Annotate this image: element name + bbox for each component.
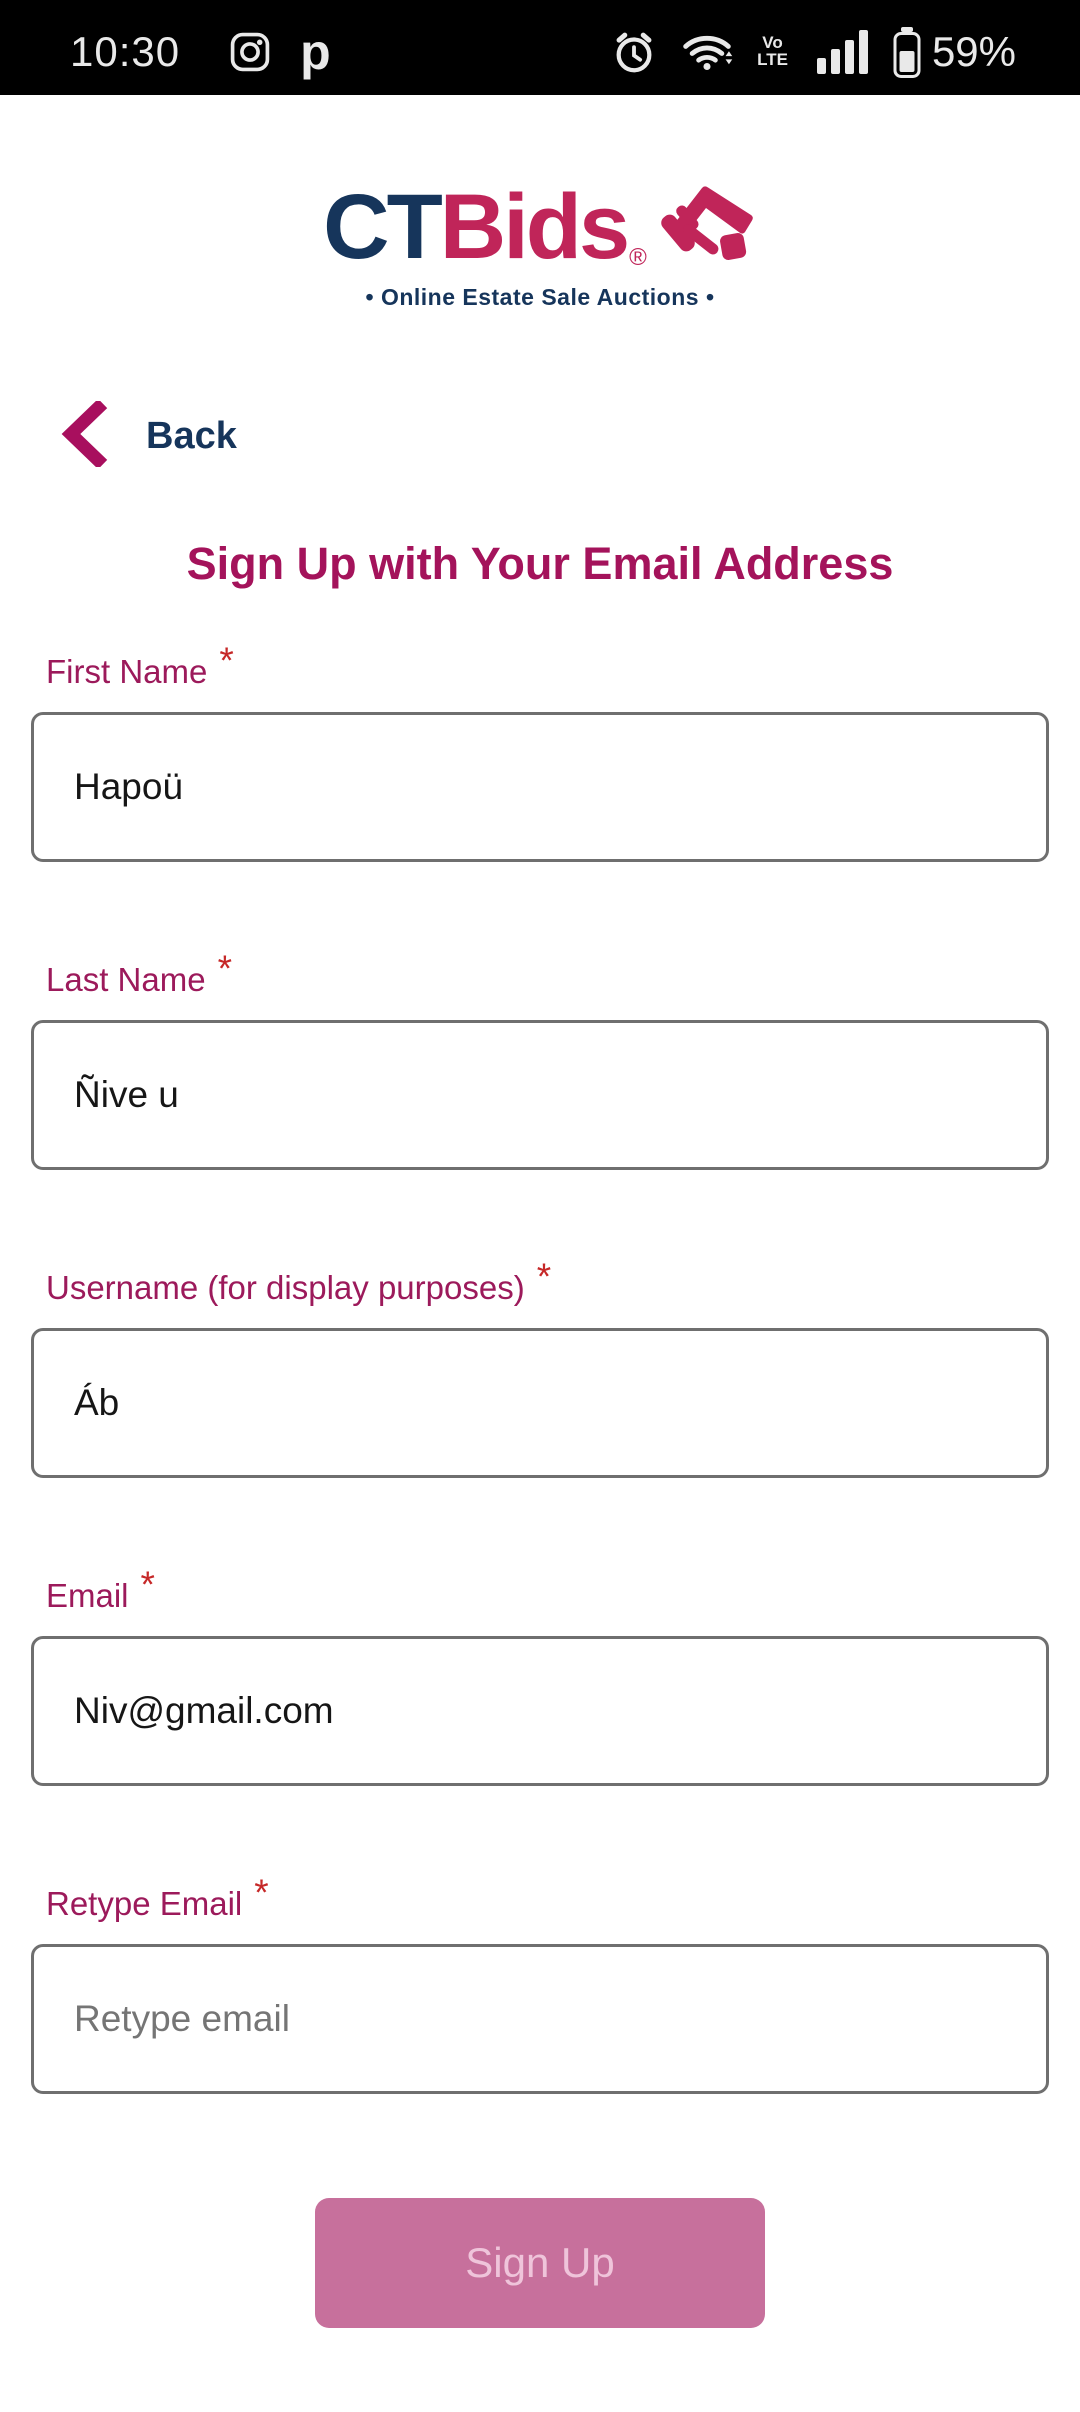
ctbids-logo — [0, 177, 1080, 311]
last-name-label: Last Name * — [46, 948, 232, 998]
signal-strength-icon — [812, 30, 868, 74]
logo-ct-text: CT — [323, 175, 440, 278]
email-label: Email * — [46, 1564, 155, 1614]
chevron-left-icon — [58, 401, 110, 472]
status-bar — [0, 0, 1080, 95]
email-input[interactable] — [31, 1636, 1049, 1786]
house-gavel-icon — [653, 177, 757, 276]
username-group — [0, 1256, 1080, 1478]
retype-email-group — [0, 1872, 1080, 2094]
back-button[interactable] — [58, 401, 237, 472]
email-group — [0, 1564, 1080, 1786]
app-notification-letter-icon: p — [300, 23, 331, 80]
first-name-input[interactable] — [31, 712, 1049, 862]
first-name-group — [0, 640, 1080, 862]
signup-form — [0, 640, 1080, 2094]
first-name-label: First Name * — [46, 640, 234, 690]
username-label: Username (for display purposes) * — [46, 1256, 552, 1306]
required-asterisk: * — [536, 1256, 552, 1297]
status-time: 10:30 — [70, 27, 181, 75]
retype-email-input[interactable] — [31, 1944, 1049, 2094]
logo-bids-text: Bids — [439, 175, 628, 278]
back-label: Back — [146, 415, 237, 457]
battery-percent: 59% — [931, 27, 1016, 75]
required-asterisk: * — [140, 1564, 155, 1605]
last-name-group — [0, 948, 1080, 1170]
logo-tagline: • Online Estate Sale Auctions • — [365, 284, 715, 310]
volte-icon: Vo LTE — [757, 33, 788, 69]
instagram-notification-icon — [228, 30, 272, 74]
sign-up-button[interactable]: Sign Up — [315, 2198, 765, 2328]
registered-trademark-mark: ® — [629, 244, 647, 271]
required-asterisk: * — [254, 1872, 269, 1913]
wifi-icon — [681, 30, 733, 74]
page-title: Sign Up with Your Email Address — [186, 538, 894, 589]
username-input[interactable] — [31, 1328, 1049, 1478]
alarm-icon — [611, 29, 657, 75]
retype-email-label: Retype Email * — [46, 1872, 269, 1922]
required-asterisk: * — [219, 640, 234, 681]
required-asterisk: * — [217, 948, 232, 989]
battery-icon — [892, 26, 922, 78]
last-name-input[interactable] — [31, 1020, 1049, 1170]
